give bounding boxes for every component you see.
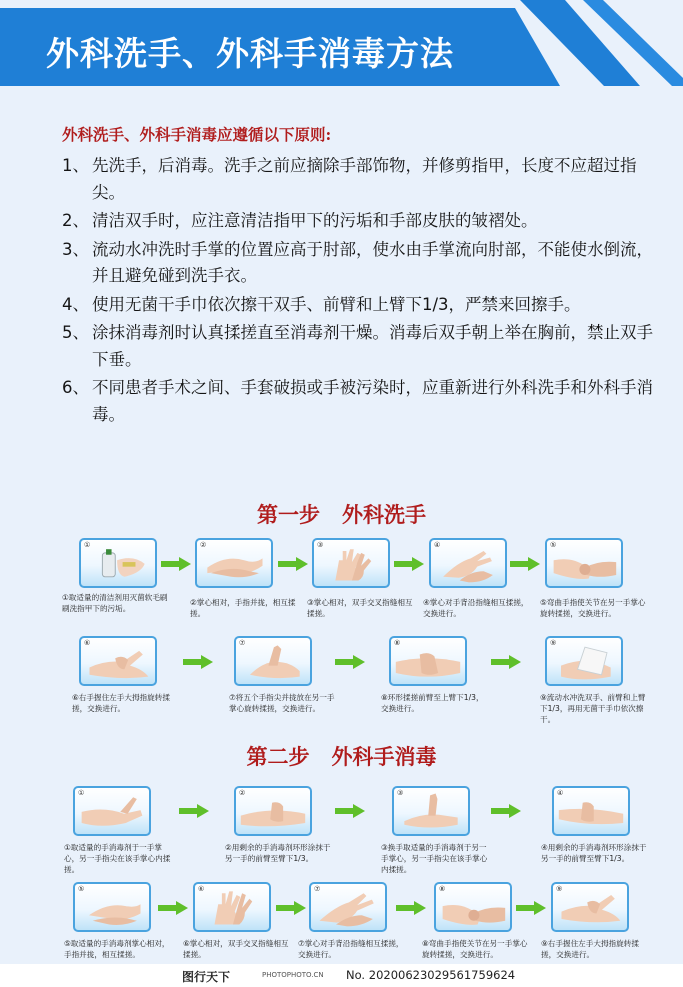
right-arrow-icon bbox=[491, 804, 521, 818]
right-arrow-icon bbox=[510, 557, 540, 571]
forearm-apply-icon bbox=[236, 788, 310, 834]
principle-item bbox=[62, 320, 662, 373]
step1-caption-9: ⑨流动水冲洗双手、前臂和上臂下1/3，再用无菌干手巾依次擦干。 bbox=[540, 693, 646, 724]
page-title: 外科洗手、外科手消毒方法 bbox=[46, 34, 454, 73]
principles-list bbox=[62, 153, 662, 428]
right-arrow-icon bbox=[394, 557, 424, 571]
interlaced-fingers-icon bbox=[314, 540, 388, 586]
header-banner bbox=[0, 0, 683, 86]
card-number: ⑥ bbox=[198, 885, 205, 893]
principle-text: 流动水冲洗时手掌的位置应高于肘部，使水由手掌流向肘部，不能使水倒流，并且避免碰到洗手衣。 bbox=[92, 239, 653, 285]
right-arrow-icon bbox=[396, 901, 426, 915]
card-number: ⑧ bbox=[439, 885, 446, 893]
step1-card-8 bbox=[389, 636, 467, 686]
step2-caption-4: ④用剩余的手消毒剂环形涂抹于另一手的前臂至臂下1/3。 bbox=[541, 843, 647, 863]
right-arrow-icon bbox=[179, 804, 209, 818]
card-number: ③ bbox=[397, 789, 404, 797]
switch-hand-palm-icon bbox=[394, 788, 468, 834]
card-number: ① bbox=[84, 541, 91, 549]
step2-card-3 bbox=[392, 786, 470, 836]
step2-caption-7: ⑦掌心对手背沿指缝相互揉搓，交换进行。 bbox=[298, 939, 404, 959]
principle-text: 涂抹消毒剂时认真揉搓直至消毒剂干燥。消毒后双手朝上举在胸前，禁止双手下垂。 bbox=[92, 323, 653, 369]
principle-item bbox=[62, 375, 662, 428]
step1-card-1 bbox=[79, 538, 157, 588]
step2-title: 第二步 外科手消毒 bbox=[246, 744, 437, 769]
palm-over-back-icon bbox=[431, 540, 505, 586]
right-arrow-icon bbox=[276, 901, 306, 915]
step1-caption-3: ③掌心相对，双手交叉指缝相互揉搓。 bbox=[307, 598, 413, 618]
right-arrow-icon bbox=[335, 655, 365, 669]
principles-heading: 外科洗手、外科手消毒应遵循以下原则: bbox=[62, 125, 332, 144]
card-number: ① bbox=[78, 789, 85, 797]
card-number: ⑥ bbox=[84, 639, 91, 647]
step2-caption-9: ⑨右手握住左手大拇指旋转揉搓，交换进行。 bbox=[541, 939, 639, 959]
step2-caption-1: ①取适量的手消毒剂于一手掌心，另一手指尖在该手掌心内揉搓。 bbox=[64, 843, 171, 874]
step1-card-2 bbox=[195, 538, 273, 588]
card-number: ⑨ bbox=[556, 885, 563, 893]
disinfect-palm-icon bbox=[75, 788, 149, 834]
knuckle-rotate-icon bbox=[547, 540, 621, 586]
right-arrow-icon bbox=[516, 901, 546, 915]
step2-caption-2: ②用剩余的手消毒剂环形涂抹于另一手的前臂至臂下1/3。 bbox=[225, 843, 331, 863]
step1-card-6 bbox=[79, 636, 157, 686]
principle-item bbox=[62, 292, 662, 319]
right-arrow-icon bbox=[491, 655, 521, 669]
step2-card-9 bbox=[551, 882, 629, 932]
step1-caption-1: ①取适量的清洁剂用灭菌软毛刷刷洗指甲下的污垢。 bbox=[62, 593, 168, 613]
principle-item bbox=[62, 208, 662, 235]
interlaced-fingers-icon bbox=[195, 884, 269, 930]
step1-card-9 bbox=[545, 636, 623, 686]
step2-card-2 bbox=[234, 786, 312, 836]
right-arrow-icon bbox=[278, 557, 308, 571]
watermark-bar bbox=[0, 964, 683, 987]
card-number: ④ bbox=[557, 789, 564, 797]
principle-number: 2、 bbox=[62, 211, 89, 230]
card-number: ② bbox=[239, 789, 246, 797]
step1-caption-2: ②掌心相对，手指并拢，相互揉搓。 bbox=[190, 598, 296, 618]
right-arrow-icon bbox=[335, 804, 365, 818]
card-number: ⑤ bbox=[550, 541, 557, 549]
step1-caption-5: ⑤弯曲手指使关节在另一手掌心旋转揉搓，交换进行。 bbox=[540, 598, 646, 618]
card-number: ③ bbox=[317, 541, 324, 549]
forearm-rub-icon bbox=[391, 638, 465, 684]
card-number: ⑤ bbox=[78, 885, 85, 893]
card-number: ⑦ bbox=[314, 885, 321, 893]
principle-text: 先洗手，后消毒。洗手之前应摘除手部饰物，并修剪指甲，长度不应超过指尖。 bbox=[92, 156, 637, 202]
towel-dry-icon bbox=[547, 638, 621, 684]
step1-card-4 bbox=[429, 538, 507, 588]
step2-card-6 bbox=[193, 882, 271, 932]
card-number: ② bbox=[200, 541, 207, 549]
step1-card-5 bbox=[545, 538, 623, 588]
palm-over-back-icon bbox=[311, 884, 385, 930]
step2-caption-3: ③换手取适量的手消毒剂于另一手掌心，另一手指尖在该手掌心内揉搓。 bbox=[381, 843, 488, 874]
thumb-rotate-icon bbox=[553, 884, 627, 930]
principle-text: 不同患者手术之间、手套破损或手被污染时，应重新进行外科洗手和外科手消毒。 bbox=[92, 378, 653, 424]
principle-item bbox=[62, 153, 662, 206]
principle-number: 6、 bbox=[62, 378, 89, 397]
principle-number: 5、 bbox=[62, 323, 89, 342]
principle-item bbox=[62, 237, 662, 290]
right-arrow-icon bbox=[161, 557, 191, 571]
fingertips-rotate-icon bbox=[236, 638, 310, 684]
thumb-rotate-icon bbox=[81, 638, 155, 684]
nail-brush-icon bbox=[81, 540, 155, 586]
step1-title: 第一步 外科洗手 bbox=[257, 502, 426, 527]
step2-card-1 bbox=[73, 786, 151, 836]
watermark-logo: 图行天下 bbox=[182, 970, 231, 984]
right-arrow-icon bbox=[158, 901, 188, 915]
step2-caption-8: ⑧弯曲手指使关节在另一手掌心旋转揉搓，交换进行。 bbox=[422, 939, 528, 959]
principle-text: 清洁双手时，应注意清洁指甲下的污垢和手部皮肤的皱褶处。 bbox=[92, 211, 538, 230]
step1-caption-8: ⑧环形揉搓前臂至上臂下1/3，交换进行。 bbox=[381, 693, 484, 713]
principle-number: 3、 bbox=[62, 239, 89, 259]
step2-caption-6: ⑥掌心相对，双手交叉指缝相互揉搓。 bbox=[183, 939, 289, 959]
watermark-site: PHOTOPHOTO.CN bbox=[262, 971, 324, 979]
step1-card-3 bbox=[312, 538, 390, 588]
step1-caption-7: ⑦将五个手指尖并拢放在另一手掌心旋转揉搓，交换进行。 bbox=[229, 693, 335, 713]
card-number: ⑧ bbox=[394, 639, 401, 647]
palms-rub-icon bbox=[197, 540, 271, 586]
card-number: ⑨ bbox=[550, 639, 557, 647]
principle-text: 使用无菌干手巾依次擦干双手、前臂和上臂下1/3，严禁来回擦手。 bbox=[92, 294, 581, 314]
step2-caption-5: ⑤取适量的手消毒剂掌心相对，手指并拢，相互揉搓。 bbox=[64, 939, 170, 959]
step1-caption-6: ⑥右手握住左手大拇指旋转揉搓，交换进行。 bbox=[72, 693, 170, 713]
step2-card-5 bbox=[73, 882, 151, 932]
principle-number: 1、 bbox=[62, 156, 89, 175]
principle-number: 4、 bbox=[62, 294, 89, 314]
step2-card-8 bbox=[434, 882, 512, 932]
palms-rub-icon bbox=[75, 884, 149, 930]
card-number: ④ bbox=[434, 541, 441, 549]
knuckle-rotate-icon bbox=[436, 884, 510, 930]
step1-caption-4: ④掌心对手背沿指缝相互揉搓，交换进行。 bbox=[423, 598, 529, 618]
forearm-apply-icon bbox=[554, 788, 628, 834]
step2-card-7 bbox=[309, 882, 387, 932]
step1-card-7 bbox=[234, 636, 312, 686]
right-arrow-icon bbox=[183, 655, 213, 669]
step2-card-4 bbox=[552, 786, 630, 836]
card-number: ⑦ bbox=[239, 639, 246, 647]
watermark-number: No. 20200623029561759624 bbox=[346, 968, 516, 982]
